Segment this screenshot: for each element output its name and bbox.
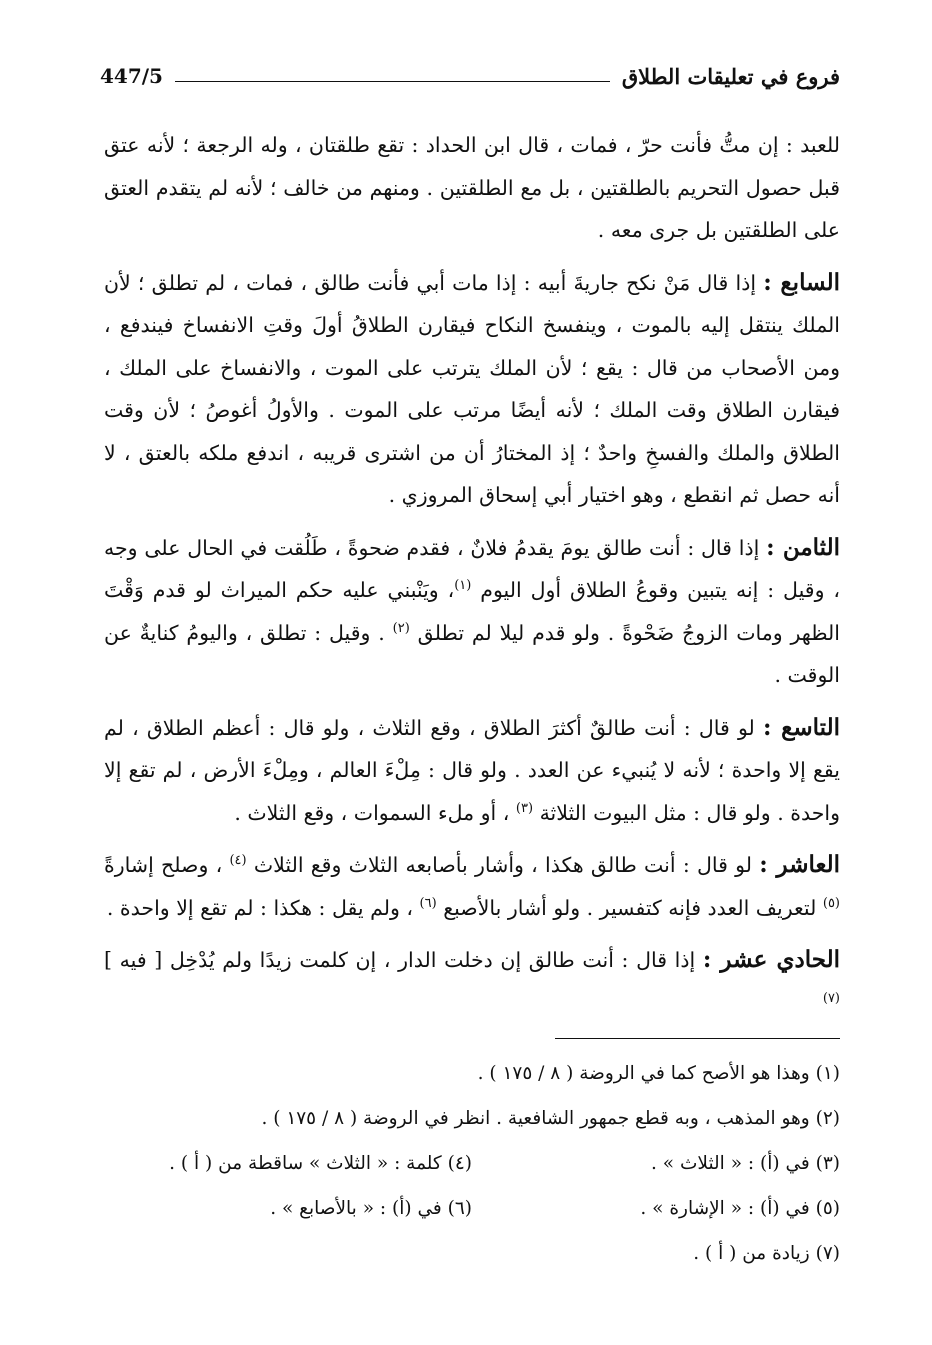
paragraph-text: ، أو ملء السموات ، وقع الثلاث . bbox=[234, 800, 516, 825]
paragraph-heading: التاسع : bbox=[762, 713, 840, 741]
paragraph-text: لو قال : أنت طالقٌ أكثرَ الطلاق ، وقع الثلاث ، ولو قال : أعظم الطلاق ، لم يقع إلا واحدة ؛ لأنه لا يُنبيء عن العدد . ولو قال : مِلْءَ العالم ، ومِلْءَ الأرض ، لم تقع إلا واحدة . ولو قال : مثل البيوت الثلاثة bbox=[104, 715, 840, 825]
footnote-4: (٤) كلمة : « الثلاث » ساقطة من ( أ ) . bbox=[169, 1153, 472, 1174]
running-title: فروع في تعليقات الطلاق bbox=[621, 63, 840, 89]
paragraph-text: للعبد : إن متُّ فأنت حرّ ، فمات ، قال ابن الحداد : تقع طلقتان ، وله الرجعة ؛ لأنه عتق قبل حصول التحريم بالطلقتين ، بل مع الطلقتين . ومنهم من خالف ؛ لأنه لم يتقدم العتق على الطلقتين بل جرى معه . bbox=[104, 133, 840, 242]
paragraph-ninth bbox=[104, 707, 840, 835]
footnote-ref: (٣) bbox=[515, 800, 534, 816]
paragraph-eleventh bbox=[104, 939, 840, 1024]
footnote-ref: (٤) bbox=[229, 853, 247, 869]
footnote-3: (٣) في (أ) : « الثلاث » . bbox=[651, 1153, 840, 1174]
paragraph-text: . وقيل : تطلق ، واليومُ كنايةٌ عن الوقت . bbox=[104, 620, 840, 687]
paragraph-text: إذا قال : أنت طالق إن دخلت الدار ، إن كلمت زيدًا ولم يُدْخِل [ فيه ] bbox=[104, 948, 703, 972]
page-number: 447/5 bbox=[100, 64, 163, 88]
paragraph-text: ، وصلح إشارةً bbox=[104, 853, 230, 877]
paragraph-continuation bbox=[104, 124, 840, 252]
header-rule bbox=[175, 81, 610, 82]
paragraph-text: إذا قال مَنْ نكح جاريةَ أبيه : إذا مات أبي فأنت طالق ، فمات ، لم تطلق ؛ لأن الملك ينتقل إليه بالموت ، وينفسخ النكاح فيقارن الطلاقُ أولَ وقتِ الانفساخ فيندفع ، ومن الأصحاب من قال : يقع ؛ لأن الملك يترتب على الموت ، والانفساخ على الملك ، فيقارن الطلاق وقت الملك ؛ لأنه أيضًا مرتب على الموت . والأولُ أغوصُ ؛ لأن وقت الطلاق والملك والفسخِ واحدٌ ؛ إذ المختارُ أن من اشترى قريبه ، اندفع ملكه بالعتق ، لا أنه حصل ثم انقطع ، وهو اختيار أبي إسحاق المروزي . bbox=[104, 270, 840, 507]
footnote-6: (٦) في (أ) : « بالأصابع » . bbox=[270, 1198, 472, 1219]
paragraph-tenth bbox=[104, 844, 840, 929]
paragraph-heading: السابع : bbox=[763, 268, 840, 296]
footnote-ref: (٦) bbox=[419, 895, 437, 911]
paragraph-text: لتعريف العدد فإنه كتفسير . ولو أشار بالأصبع bbox=[436, 895, 823, 920]
footnotes bbox=[104, 1056, 840, 1281]
paragraph-text: ، ويَنْبني عليه حكم الميراث لو قدم وَقْتَ الظهر ومات الزوجُ ضَحْوةً . ولو قدم ليلا لم تطلق bbox=[104, 578, 840, 645]
footnote-row bbox=[104, 1146, 840, 1182]
footnote-ref: (٧) bbox=[822, 990, 840, 1006]
footnote-2: (٢) وهو المذهب ، وبه قطع جمهور الشافعية . انظر في الروضة ( ٨ / ١٧٥ ) . bbox=[261, 1108, 840, 1129]
footnote-ref: (٢) bbox=[392, 620, 410, 636]
paragraph-text: لو قال : أنت طالق هكذا ، وأشار بأصابعه الثلاث وقع الثلاث bbox=[246, 853, 760, 877]
paragraph-heading: العاشر : bbox=[759, 851, 840, 878]
paragraph-seventh bbox=[104, 262, 840, 517]
footnote-ref: (١) bbox=[454, 578, 472, 594]
footnote-separator bbox=[555, 1038, 840, 1039]
page-header bbox=[100, 54, 840, 98]
footnote-row bbox=[104, 1191, 840, 1227]
footnote-1: (١) وهذا هو الأصح كما في الروضة ( ٨ / ١٧٥ ) . bbox=[477, 1063, 840, 1084]
paragraph-text: ، ولم يقل : هكذا : لم تقع إلا واحدة . bbox=[106, 895, 420, 920]
main-text bbox=[104, 124, 840, 1034]
footnote-7: (٧) زيادة من ( أ ) . bbox=[693, 1243, 840, 1264]
paragraph-heading: الحادي عشر : bbox=[702, 946, 840, 973]
footnote-ref: (٥) bbox=[822, 895, 840, 911]
footnote-5: (٥) في (أ) : « الإشارة » . bbox=[640, 1198, 840, 1219]
paragraph-eighth bbox=[104, 527, 840, 697]
paragraph-heading: الثامن : bbox=[766, 533, 841, 561]
paragraph-text: إذا قال : أنت طالق يومَ يقدمُ فلانٌ ، فقدم ضحوةً ، طَلُقت في الحال على وجه ، وقيل : إنه يتبين وقوعُ الطلاق أول اليوم bbox=[104, 535, 840, 602]
